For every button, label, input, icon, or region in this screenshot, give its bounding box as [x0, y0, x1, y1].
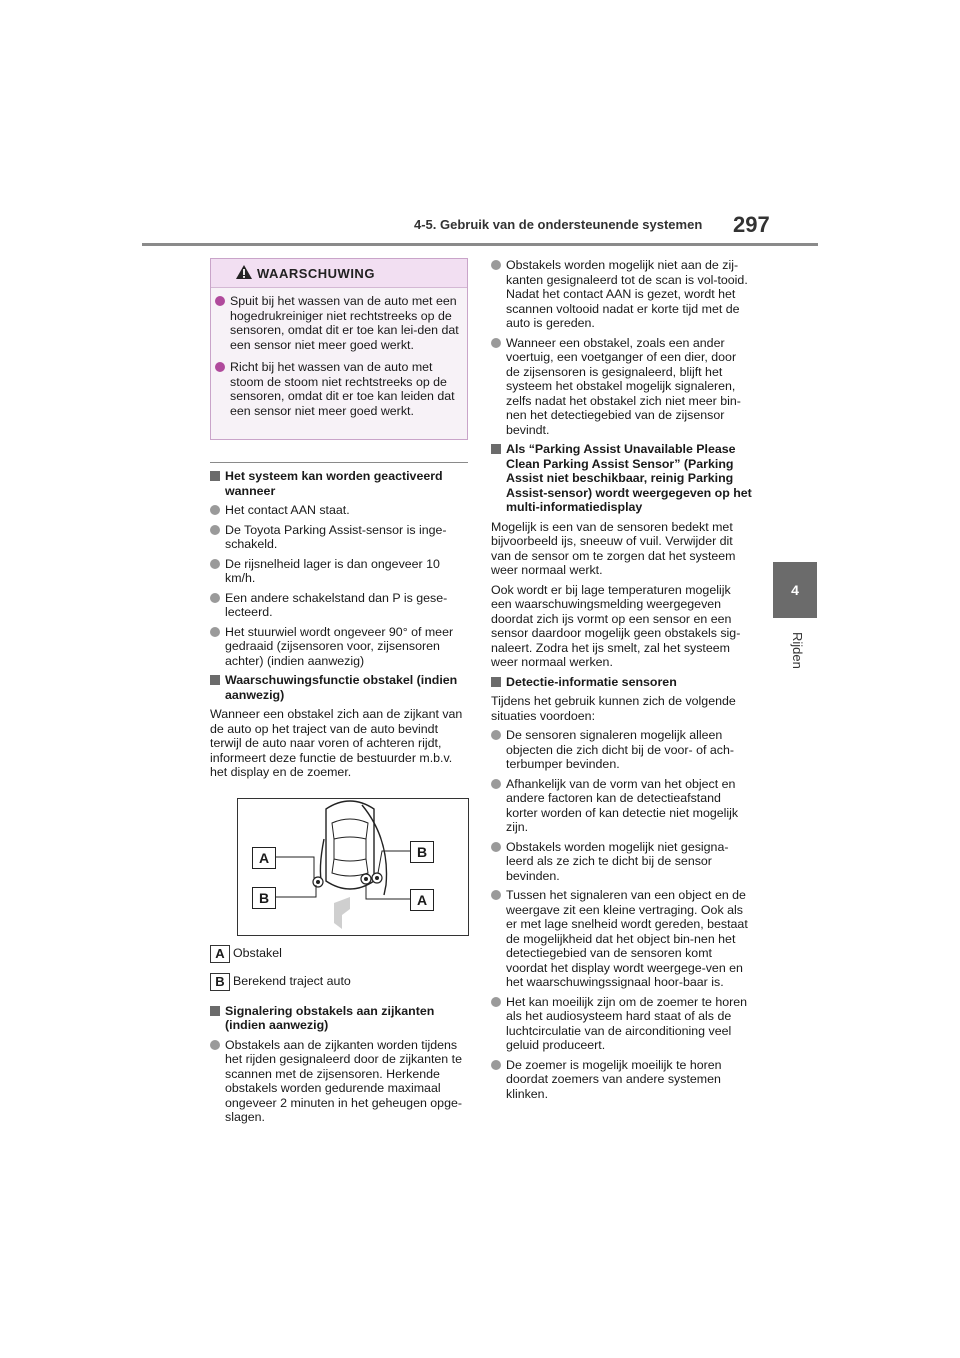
list-item: Het kan moeilijk zijn om de zoemer te horen als het audiosysteem hard staat of als de luchtcirculatie van de airconditioning veel geluid produceert.: [491, 995, 753, 1053]
bullet-icon: [491, 779, 501, 789]
paragraph: Mogelijk is een van de sensoren bedekt met bijvoorbeeld ijs, sneeuw of vuil. Verwijder dit van de sensor om te zorgen dat het systeem weer normaal werkt.: [491, 519, 736, 577]
figure-label-a: A: [252, 847, 276, 869]
divider: [210, 462, 468, 463]
list-item: Een andere schakelstand dan P is gese-lecteerd.: [210, 591, 468, 620]
legend-item: [210, 942, 468, 966]
heading-square-icon: [210, 675, 220, 685]
bullet-icon: [215, 362, 225, 372]
bullet-icon: [491, 260, 501, 270]
warning-item: Spuit bij het wassen van de auto met een hogedrukreiniger niet rechtstreeks op de sensoren, omdat dit er toe kan lei-den dat een sensor niet meer goed werkt.: [215, 294, 459, 352]
legend-text: Obstakel: [233, 945, 282, 960]
right-column: [491, 258, 753, 1106]
header-rule: [142, 243, 818, 246]
section-heading: Het systeem kan worden geactiveerd wanneer: [210, 469, 468, 498]
bullet-icon: [210, 593, 220, 603]
bullet-icon: [491, 890, 501, 900]
section-heading: Waarschuwingsfunctie obstakel (indien aanwezig): [210, 673, 468, 702]
chapter-label: Rijden: [790, 632, 805, 669]
bullet-icon: [491, 842, 501, 852]
paragraph: Ook wordt er bij lage temperaturen mogelijk een waarschuwingsmelding weergegeven doordat zich ijs vormt op een sensor en een sensor daardoor mogelijk geen obstakels sig-naleert. Zodra het ijs smelt, zal het systeem weer normaal werken.: [491, 582, 741, 669]
legend-text: Berekend traject auto: [233, 973, 351, 988]
section-heading: Detectie-informatie sensoren: [491, 675, 753, 690]
warning-title: WAARSCHUWING: [257, 266, 375, 281]
page-number: 297: [733, 212, 770, 237]
section-title: 4-5. Gebruik van de ondersteunende systemen: [414, 217, 703, 232]
heading-square-icon: [491, 444, 501, 454]
paragraph: Wanneer een obstakel zich aan de zijkant van de auto op het traject van de auto bevindt terwijl de auto naar voren of achteren rijdt, informeert deze functie de bestuurder m.b.v. het display en de zoemer.: [210, 707, 463, 779]
section-heading: Signalering obstakels aan zijkanten (indien aanwezig): [210, 1004, 468, 1033]
warning-box: [210, 258, 468, 440]
legend-key: A: [210, 945, 230, 963]
figure-label-b: B: [252, 887, 276, 909]
list-item: Het contact AAN staat.: [210, 503, 468, 518]
bullet-icon: [210, 1040, 220, 1050]
paragraph: Tijdens het gebruik kunnen zich de volgende situaties voordoen:: [491, 694, 736, 723]
bullet-icon: [491, 997, 501, 1007]
legend-item: [210, 970, 468, 994]
list-item: Obstakels worden mogelijk niet gesigna-leerd als ze zich te dicht bij de sensor bevinden.: [491, 840, 753, 884]
bullet-icon: [491, 730, 501, 740]
list-item: Afhankelijk van de vorm van het object en andere factoren kan de detectieafstand korter worden of kan detectie niet mogelijk zijn.: [491, 777, 753, 835]
list-item: De zoemer is mogelijk moeilijk te horen doordat zoemers van andere systemen klinken.: [491, 1058, 753, 1102]
list-item: Obstakels worden mogelijk niet aan de zij-kanten gesignaleerd tot de scan is vol-tooid. Nadat het contact AAN is gezet, wordt het scannen voltooid nadat er korte tijd met de auto is gereden.: [491, 258, 753, 331]
figure-label-a: A: [410, 889, 434, 911]
left-column: [210, 462, 468, 1130]
chapter-tab: 4: [773, 562, 817, 618]
obstacle-diagram: [237, 798, 469, 936]
list-item: Het stuurwiel wordt ongeveer 90° of meer gedraaid (zijsensoren voor, zijsensoren achter) (indien aanwezig): [210, 625, 468, 669]
list-item: De rijsnelheid lager is dan ongeveer 10 km/h.: [210, 557, 468, 586]
list-item: De sensoren signaleren mogelijk alleen objecten die zich dicht bij de voor- of ach-terbumper bevinden.: [491, 728, 753, 772]
bullet-icon: [210, 559, 220, 569]
bullet-icon: [210, 525, 220, 535]
bullet-icon: [215, 296, 225, 306]
list-item: Wanneer een obstakel, zoals een ander voertuig, een voetganger of een dier, door de zijsensoren is gesignaleerd, blijft het systeem het obstakel mogelijk signaleren, zelfs nadat het obstakel zich niet meer bin-nen het detectiegebied van de zijsensor bevindt.: [491, 336, 753, 438]
heading-square-icon: [210, 471, 220, 481]
bullet-icon: [210, 627, 220, 637]
warning-item: Richt bij het wassen van de auto met stoom de stoom niet rechtstreeks op de sensoren, omdat dit er toe kan leiden dat een sensor niet meer goed werkt.: [215, 360, 459, 418]
figure-label-b: B: [410, 841, 434, 863]
section-heading: Als “Parking Assist Unavailable Please Clean Parking Assist Sensor” (Parking Assist niet beschikbaar, reinig Parking Assist-sensor) wordt weergegeven op het multi-informatiedisplay: [491, 442, 753, 515]
heading-square-icon: [210, 1006, 220, 1016]
bullet-icon: [491, 338, 501, 348]
list-item: Tussen het signaleren van een object en de weergave zit een kleine vertraging. Ook als er met lage snelheid wordt gereden, bestaat de mogelijkheid dat het object bin-nen het detectiegebied van de sensoren komt voordat het display wordt weergege-ven en het waarschuwingssignaal hoor-baar is.: [491, 888, 753, 990]
bullet-icon: [491, 1060, 501, 1070]
list-item: De Toyota Parking Assist-sensor is inge-schakeld.: [210, 523, 468, 552]
list-item: Obstakels aan de zijkanten worden tijdens het rijden gesignaleerd door de zijkanten te scannen met de zijsensoren. Herkende obstakels worden gedurende maximaal ongeveer 2 minuten in het geheugen opge-slagen.: [210, 1038, 468, 1125]
warning-triangle-icon: [235, 264, 253, 280]
warning-header: [211, 259, 467, 288]
legend-key: B: [210, 973, 230, 991]
bullet-icon: [210, 505, 220, 515]
heading-square-icon: [491, 677, 501, 687]
